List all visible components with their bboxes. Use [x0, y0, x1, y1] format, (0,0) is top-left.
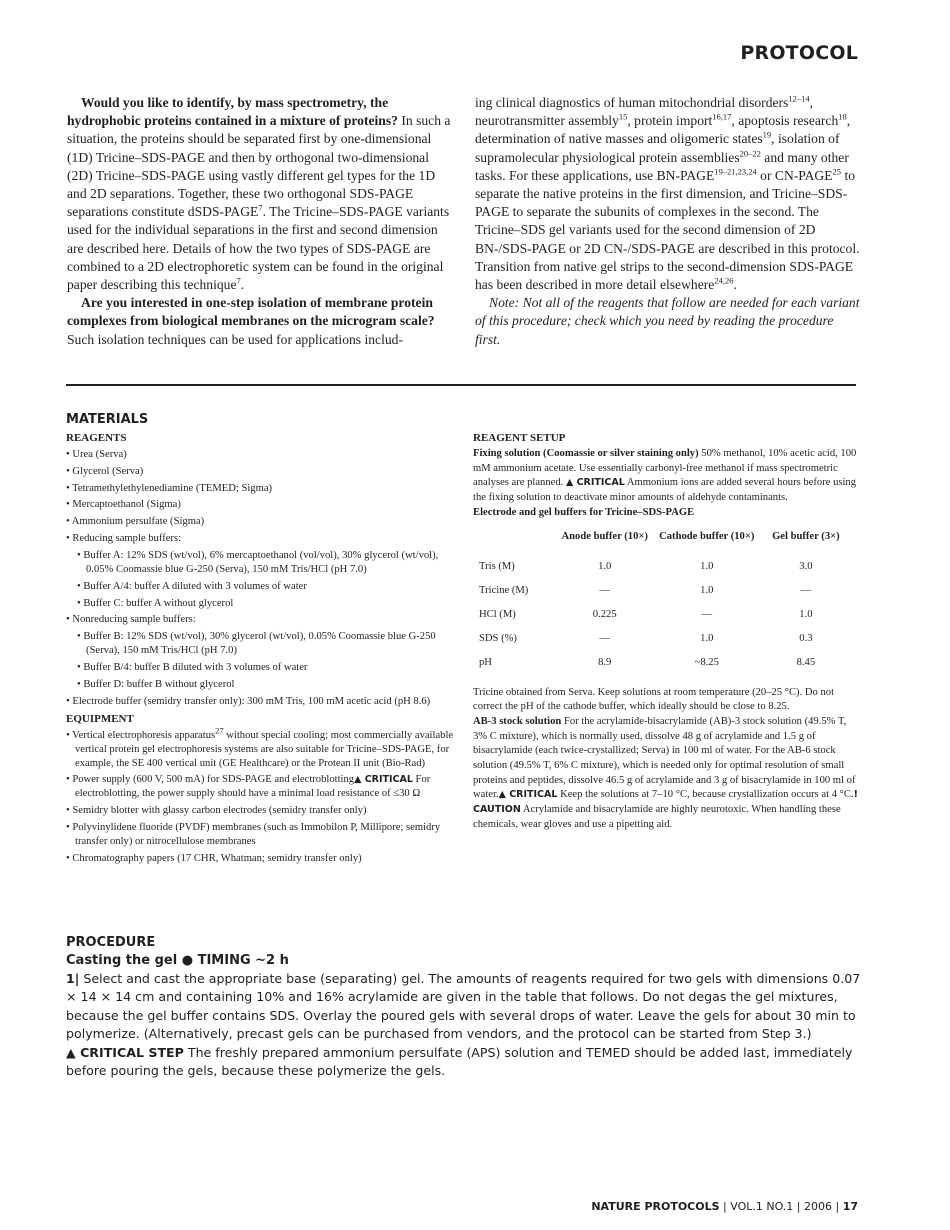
- intro-text: , isolation of supramolecular physiological protein assemblies: [475, 131, 840, 165]
- table-header: [473, 530, 557, 556]
- table-row: [473, 628, 851, 652]
- critical-label: ▲ CRITICAL: [354, 773, 413, 785]
- item-text: • Power supply (600 V, 500 mA) for SDS-PAGE and electroblotting: [66, 773, 355, 785]
- list-item: • Ammonium persulfate (Sigma): [66, 516, 205, 528]
- list-item: • Mercaptoethanol (Sigma): [66, 499, 181, 511]
- reference-mark: 15: [618, 111, 628, 122]
- list-item: • Buffer D: buffer B without glycerol: [77, 678, 235, 690]
- table-cell: —: [701, 609, 713, 621]
- procedure-step: [66, 970, 866, 1044]
- list-item: • Chromatography papers (17 CHR, Whatman; semidry transfer only): [66, 852, 362, 864]
- table-cell: 8.45: [796, 657, 816, 669]
- reference-mark: 19–21,23,24: [714, 166, 757, 177]
- journal-name: NATURE PROTOCOLS: [591, 1200, 720, 1213]
- intro-paragraph: [475, 94, 862, 294]
- list-item: [66, 773, 461, 801]
- table-cell: ~8.25: [694, 657, 719, 669]
- list-item: • Buffer B/4: buffer B diluted with 3 volumes of water: [77, 662, 308, 674]
- reference-mark: 24,26: [714, 275, 734, 286]
- procedure-subsection-title: Casting the gel ● TIMING ~2 h: [66, 953, 289, 968]
- page-number: 17: [842, 1200, 858, 1213]
- reference-mark: 12–14: [788, 93, 810, 104]
- intro-text: .: [733, 277, 737, 293]
- list-item: • Nonreducing sample buffers:: [66, 614, 196, 626]
- reference-mark: 7: [236, 275, 241, 286]
- reference-mark: 20–22: [739, 148, 761, 159]
- list-item: • Buffer B: 12% SDS (wt/vol), 30% glycerol (wt/vol), 0.05% Coomassie blue G-250 (Serva), 150 mM Tris/HCl (pH 7.0): [77, 631, 436, 657]
- caution-label: ! CAUTION: [473, 789, 858, 816]
- intro-text: , protein import: [627, 113, 713, 129]
- list-item: • Semidry blotter with glassy carbon electrodes (semidry transfer only): [66, 804, 367, 816]
- table-row: [473, 556, 851, 580]
- intro-paragraph: [67, 294, 454, 349]
- table-cell: Tris (M): [479, 561, 515, 573]
- table-note: Tricine obtained from Serva. Keep solutions at room temperature (20–25 °C). Do not correct the pH of the cathode buffer, which ideally should be close to 8.25.: [473, 686, 835, 713]
- table-cell: —: [599, 633, 611, 645]
- intro-text: Such isolation techniques can be used for applications includ-: [67, 331, 403, 347]
- list-item: • Buffer C: buffer A without glycerol: [77, 597, 234, 609]
- equipment-list: [66, 725, 461, 868]
- table-cell: —: [800, 585, 812, 597]
- intro-text: and many other tasks. For these applications, use BN-PAGE: [475, 149, 849, 183]
- reference-mark: 7: [258, 202, 263, 213]
- intro-text: . The Tricine–SDS-PAGE variants used for the individual separations in the first and second dimension are described here. Details of how the two types of SDS-PAGE are combined to a 2D electrophoretic system can be found in the original paper describing this technique: [67, 204, 450, 293]
- list-item: • Reducing sample buffers:: [66, 532, 182, 544]
- critical-step: [66, 1044, 866, 1081]
- reagents-list: [66, 447, 461, 709]
- intro-text: , neurotransmitter assembly: [475, 95, 814, 129]
- item-text: Keep the solutions at 7–10 °C, because crystallization occurs at 4 °C.: [557, 789, 854, 801]
- table-cell: 0.3: [799, 633, 813, 645]
- table-header-row: [473, 530, 851, 556]
- list-item: • Buffer A/4: buffer A diluted with 3 volumes of water: [77, 580, 307, 592]
- equipment-title: EQUIPMENT: [66, 712, 134, 725]
- table-cell: 1.0: [598, 561, 612, 573]
- intro-question-2: Are you interested in one-step isolation of membrane protein complexes from biological membranes on the microgram scale?: [67, 295, 435, 329]
- intro-text: , determination of native masses and oligomeric states: [475, 113, 851, 147]
- reagent-setup-title: REAGENT SETUP: [473, 432, 566, 444]
- item-text: For the acrylamide-bisacrylamide (AB)-3 stock solution (49.5% T, 3% C mixture), which is normally used, dissolve 48 g of acrylamide and 1.5 g of bisacrylamide (each twice-crystallized; Serva) in 100 ml of water. For the AB-6 stock solution (49.5% T, 6% C mixture), which is needed only for optimal resolution of small proteins and peptides, dissolve 46.5 g of acrylamide and 3 g of bisacrylamide in 100 ml of water.: [473, 715, 856, 801]
- table-cell: HCl (M): [479, 609, 516, 621]
- intro-text: ing clinical diagnostics of human mitochondrial disorders: [475, 95, 789, 110]
- intro-text: , apoptosis research: [731, 113, 839, 129]
- table-cell: SDS (%): [479, 633, 517, 645]
- step-text: Select and cast the appropriate base (separating) gel. The amounts of reagents required for two gels with dimensions 0.07 × 14 × 14 cm and containing 10% and 16% acrylamide are given in the table that follows. Do not degas the gel mixtures, because the gel buffer contains SDS. Overlay the poured gels with several drops of water. Leave the gels for about 30 min to polymerize. (Alternatively, precast gels can be purchased from vendors, and the protocol can be started from Step 3.): [66, 971, 861, 1042]
- table-cell: 1.0: [700, 585, 714, 597]
- table-cell: 1.0: [700, 633, 714, 645]
- list-item: • Electrode buffer (semidry transfer only): 300 mM Tris, 100 mM acetic acid (pH 8.6): [66, 695, 431, 707]
- item-text: 50% methanol, 10% acetic acid, 100 mM ammonium acetate. Use essentially carbonyl-free methanol if mass spectrometric analyses are planned.: [473, 448, 857, 489]
- list-item: • Buffer A: 12% SDS (wt/vol), 6% mercaptoethanol (vol/vol), 30% glycerol (wt/vol), 0.05% Coomassie blue G-250 (Serva), 150 mM Tris/HCl (pH 7.0): [77, 549, 439, 575]
- procedure-title: PROCEDURE: [66, 935, 156, 950]
- step-number: 1|: [66, 971, 80, 986]
- section-divider: [66, 384, 856, 386]
- item-text: Ammonium ions are added several hours before using the fixing solution to deactivate minor amounts of aldehyde contaminants.: [473, 477, 857, 504]
- critical-label: ▲ CRITICAL: [565, 477, 625, 489]
- procedure-section: [66, 934, 866, 1080]
- intro-text: In such a situation, the proteins should be separated first by one-dimensional (1D) Tricine–SDS-PAGE and then by orthogonal two-dimensional (2D) Tricine–SDS-PAGE using vastly different gel types for the 1D and 2D separations. Together, these two orthogonal SDS-PAGE separations constitute dSDS-PAGE: [67, 113, 451, 220]
- materials-section: [66, 410, 461, 867]
- buffer-table-title: Electrode and gel buffers for Tricine–SDS-PAGE: [473, 506, 695, 518]
- reference-mark: 27: [215, 725, 224, 736]
- fixing-title: Fixing solution (Coomassie or silver staining only): [473, 448, 699, 459]
- list-item: • Tetramethylethylenediamine (TEMED; Sigma): [66, 482, 273, 494]
- note-text: Note: Not all of the reagents that follow are needed for each variant of this procedure; check which you need by reading the procedure first.: [475, 295, 860, 347]
- table-cell: 3.0: [799, 561, 813, 573]
- list-item: • Urea (Serva): [66, 449, 127, 460]
- table-row: [473, 604, 851, 628]
- reference-mark: 18: [838, 111, 847, 122]
- reference-mark: 19: [762, 129, 772, 140]
- intro-text: to separate the native proteins in the first dimension, and Tricine–SDS-PAGE to separate the subunits of complexes in the second. The Tricine–SDS gel variants used for the second dimension of 2D BN-/SDS-PAGE or 2D CN-/SDS-PAGE are described in this protocol. Transition from native gel strips to the second-dimension SDS-PAGE has been described in more detail elsewhere: [475, 167, 860, 293]
- section-header: PROTOCOL: [740, 42, 858, 64]
- reagents-title: REAGENTS: [66, 432, 127, 444]
- intro-paragraph: [67, 94, 454, 294]
- table-cell: 1.0: [700, 561, 714, 573]
- list-item: [66, 725, 461, 771]
- reagent-setup-section: [473, 430, 863, 833]
- ab3-title: AB-3 stock solution: [473, 715, 562, 727]
- critical-label: ▲ CRITICAL: [498, 789, 558, 801]
- list-item: • Polyvinylidene fluoride (PVDF) membranes (such as Immobilon P, Millipore; semidry transfer only) or nitrocellulose membranes: [66, 821, 441, 847]
- table-cell: 0.225: [592, 609, 617, 621]
- reference-mark: 16,17: [712, 111, 732, 122]
- table-header: Anode buffer (10×): [561, 530, 648, 542]
- table-header: Cathode buffer (10×): [659, 530, 755, 542]
- table-row: [473, 652, 851, 676]
- table-cell: 1.0: [799, 609, 813, 621]
- item-text: Acrylamide and bisacrylamide are highly neurotoxic. When handling these chemicals, wear gloves and use a pipetting aid.: [473, 804, 841, 830]
- issue-info: | VOL.1 NO.1 | 2006 |: [719, 1200, 843, 1213]
- materials-title: MATERIALS: [66, 412, 149, 427]
- item-text: without special cooling; most commercially available vertical protein gel electrophoresis systems are also suitable for Tricine–SDS-PAGE, for example, the SE 400 vertical unit (GE Healthcare) or the Protean II unit (Bio-Rad): [75, 729, 454, 769]
- fixing-solution: [473, 447, 863, 506]
- critical-step-label: ▲ CRITICAL STEP: [66, 1044, 184, 1060]
- item-text: For electroblotting, the power supply should have a minimal load resistance of ≤30 Ω: [75, 773, 431, 799]
- intro-section: [67, 94, 862, 349]
- table-row: [473, 580, 851, 604]
- page-footer: [591, 1200, 858, 1213]
- table-cell: pH: [479, 657, 492, 669]
- step-text: The freshly prepared ammonium persulfate (APS) solution and TEMED should be added last, immediately before pouring the gels, because these polymerize the gels.: [66, 1044, 853, 1079]
- intro-text: or CN-PAGE: [756, 167, 833, 183]
- table-cell: 8.9: [598, 657, 612, 669]
- table-cell: Tricine (M): [479, 585, 529, 597]
- item-text: • Vertical electrophoresis apparatus: [66, 729, 216, 741]
- intro-left-column: [67, 94, 454, 349]
- ab3-stock-solution: [473, 715, 863, 833]
- buffer-table: [473, 530, 851, 676]
- table-header: Gel buffer (3×): [772, 530, 840, 542]
- reference-mark: 25: [832, 166, 842, 177]
- intro-question-1: Would you like to identify, by mass spectrometry, the hydrophobic proteins contained in a mixture of proteins?: [67, 95, 398, 129]
- list-item: • Glycerol (Serva): [66, 465, 144, 477]
- intro-right-column: [475, 94, 862, 349]
- intro-note: [475, 294, 862, 349]
- table-cell: —: [599, 585, 611, 597]
- intro-text: .: [240, 277, 245, 293]
